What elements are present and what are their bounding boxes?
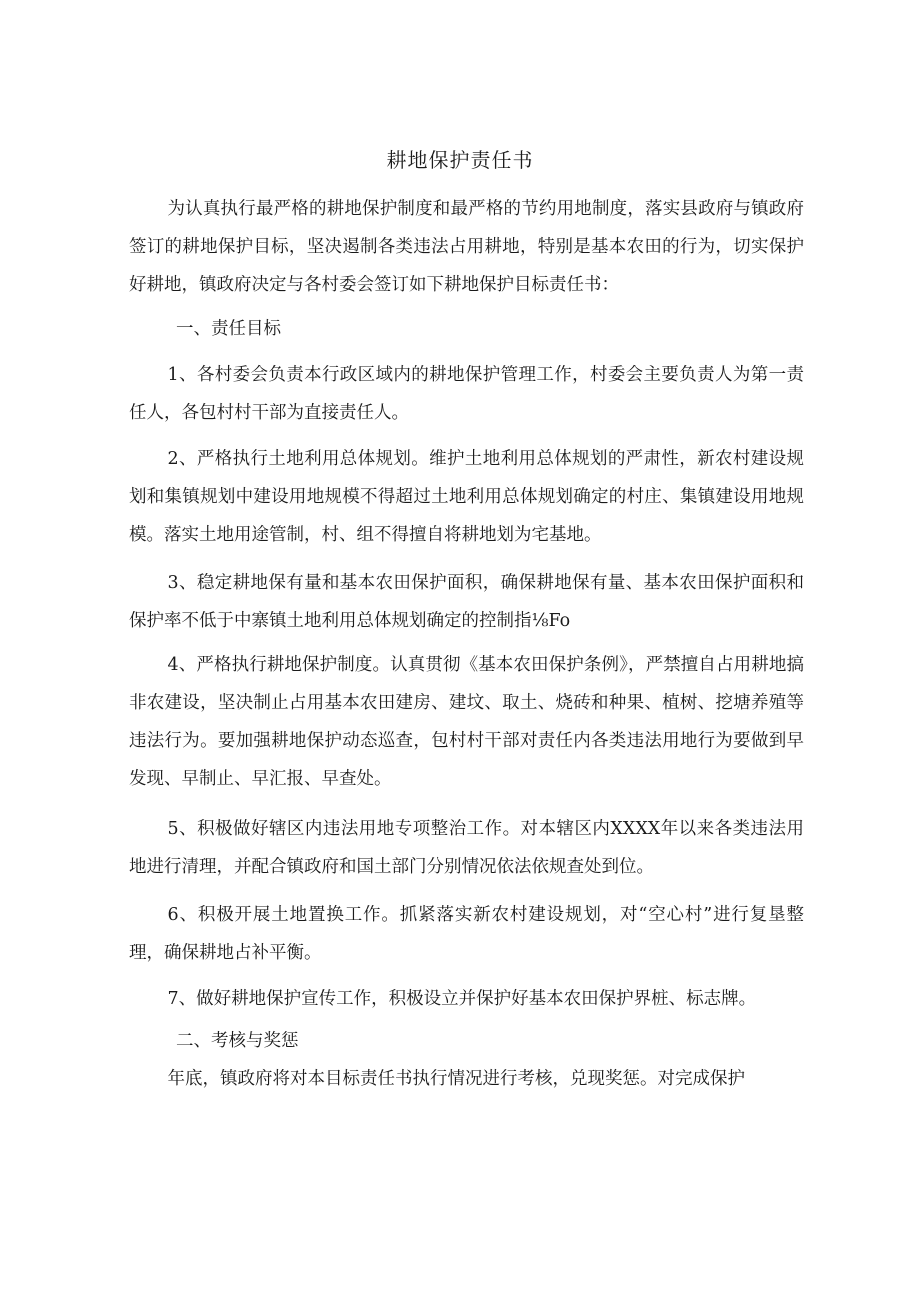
goal-item-4: 4、严格执行耕地保护制度。认真贯彻《基本农田保护条例》，严禁擅自占用耕地搞非农建设，坚决制止占用基本农田建房、建坟、取土、烧砖和种果、植树、挖塘养殖等违法行为。要加强耕地保护动态巡查，包村村干部对责任内各类违法用地行为要做到早发现、早制止、早汇报、早查处。	[129, 655, 804, 789]
document-title: 耕地保护责任书	[386, 148, 534, 172]
closing-paragraph: 年底，镇政府将对本目标责任书执行情况进行考核，兑现奖惩。对完成保护	[167, 1069, 745, 1089]
goal-item-7: 7、做好耕地保护宣传工作，积极设立并保护好基本农田保护界桩、标志牌。	[167, 989, 757, 1009]
section-heading-responsibility-goals: 一、责任目标	[176, 319, 281, 339]
goal-item-1: 1、各村委会负责本行政区域内的耕地保护管理工作，村委会主要负责人为第一责任人，各包村村干部为直接责任人。	[129, 365, 804, 423]
section-heading-assessment: 二、考核与奖惩	[176, 1031, 299, 1051]
goal-item-6: 6、积极开展土地置换工作。抓紧落实新农村建设规划，对“空心村”进行复垦整理，确保耕地占补平衡。	[129, 905, 804, 963]
goal-item-5: 5、积极做好辖区内违法用地专项整治工作。对本辖区内XXXX年以来各类违法用地进行清理，并配合镇政府和国土部门分别情况依法依规查处到位。	[129, 819, 804, 877]
goal-item-2: 2、严格执行土地利用总体规划。维护土地利用总体规划的严肃性，新农村建设规划和集镇规划中建设用地规模不得超过土地利用总体规划确定的村庄、集镇建设用地规模。落实土地用途管制，村、组不得擅自将耕地划为宅基地。	[129, 449, 804, 545]
goal-item-3: 3、稳定耕地保有量和基本农田保护面积，确保耕地保有量、基本农田保护面积和保护率不低于中寨镇土地利用总体规划确定的控制指⅛Fo	[129, 573, 804, 631]
intro-paragraph: 为认真执行最严格的耕地保护制度和最严格的节约用地制度，落实县政府与镇政府签订的耕地保护目标，坚决遏制各类违法占用耕地，特别是基本农田的行为，切实保护好耕地，镇政府决定与各村委会签订如下耕地保护目标责任书：	[129, 199, 804, 295]
